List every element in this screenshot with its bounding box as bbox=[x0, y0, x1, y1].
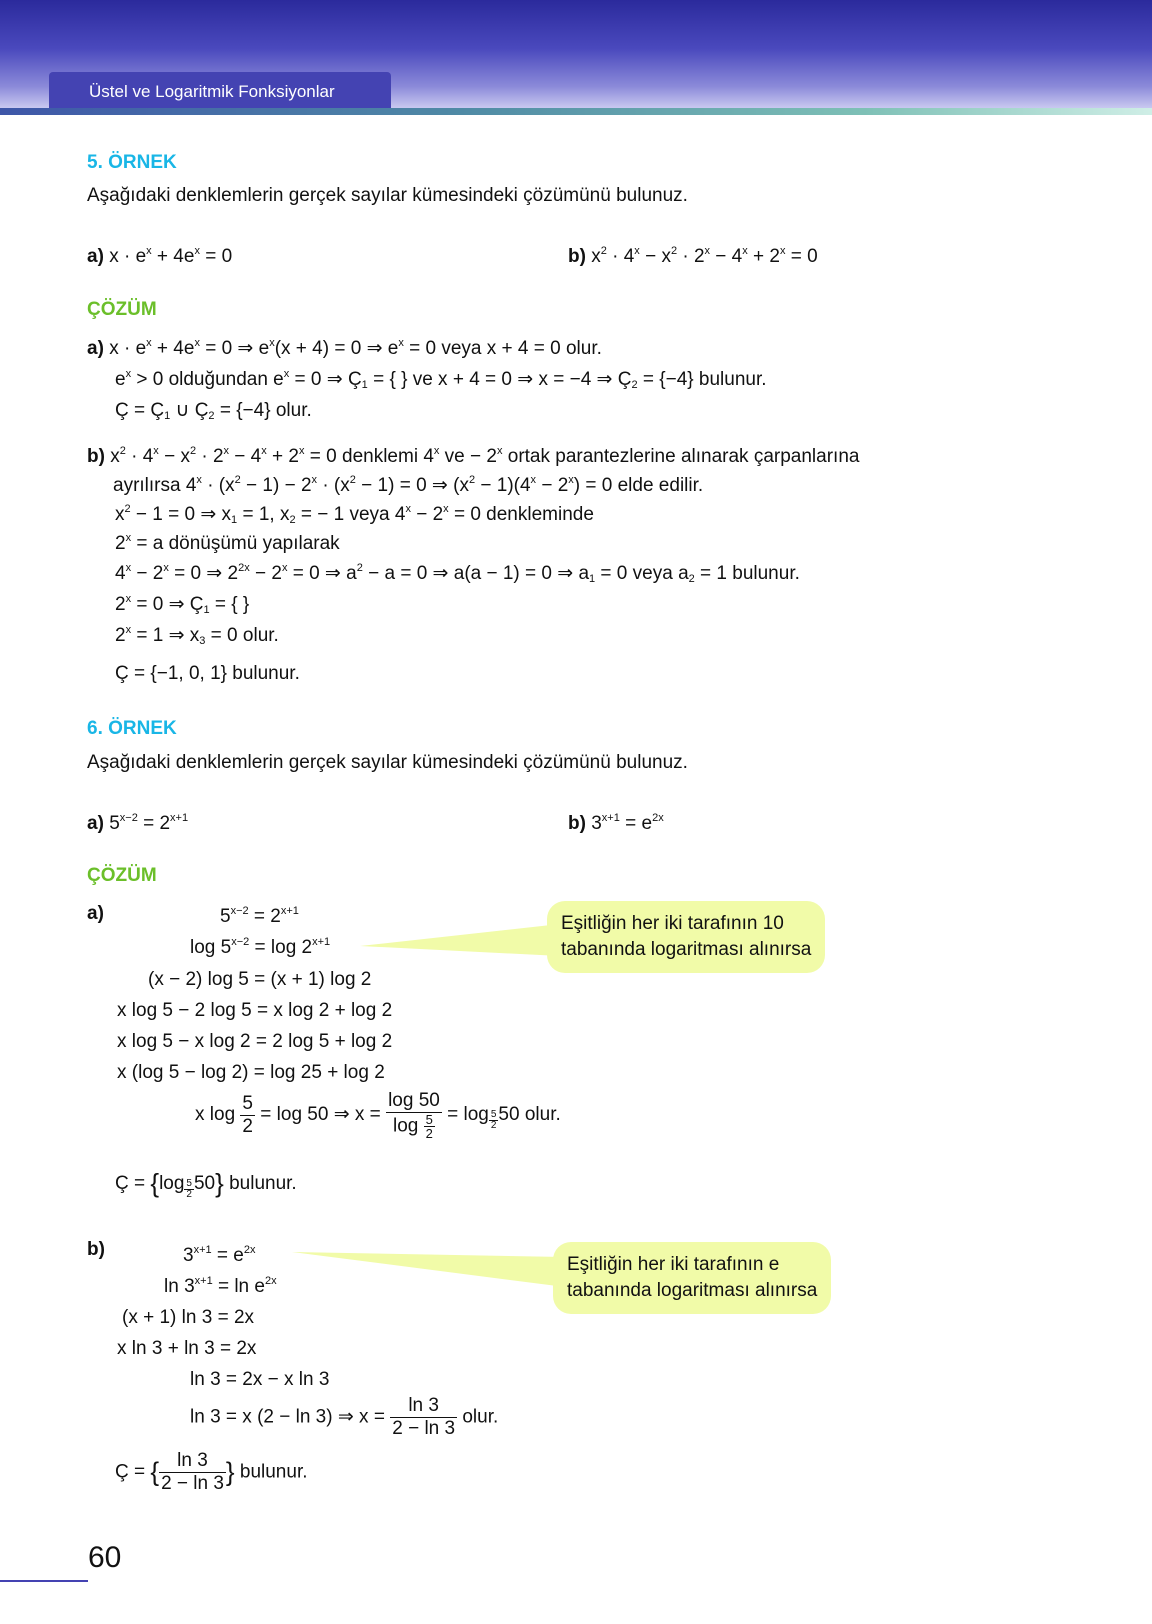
solution-6-a-line-2: $\log 5^{x-2} = \log 2^{x+1}$ bbox=[190, 936, 331, 958]
chapter-title: Üstel ve Logaritmik Fonksiyonlar bbox=[49, 72, 391, 110]
solution-5-b-line-4: 2$^x$ = a dönüşümü yapılarak bbox=[115, 532, 340, 554]
solution-6-title: ÇÖZÜM bbox=[87, 865, 157, 886]
callout-b-line-2: tabanında logaritması alınırsa bbox=[567, 1280, 818, 1301]
callout-b-pointer bbox=[292, 1252, 565, 1287]
callout-a-line-1: Eşitliğin her iki tarafının 10 bbox=[561, 913, 784, 934]
solution-6-a-line-7: x log $\frac{5}{2}$ = log 50 ⇒ x = log 50 log $\frac{5}{2}$ = log $\frac{5}{2}$ 50 olur. bbox=[195, 1090, 561, 1141]
example-6-title: 6. ÖRNEK bbox=[87, 718, 177, 739]
solution-5-a-line-3: Ç = $Ç_1$ ∪ $Ç_2 = \{-4\}$ olur. bbox=[115, 400, 312, 422]
part-label: b) bbox=[568, 246, 586, 267]
solution-6-a-line-4: x log 5 − 2 log 5 = x log 2 + log 2 bbox=[117, 1000, 393, 1021]
equation: $x \cdot e^x + 4e^x = 0$ bbox=[109, 245, 233, 267]
fraction: log 50 log $\frac{5}{2}$ bbox=[388, 1090, 440, 1141]
example-5-title: 5. ÖRNEK bbox=[87, 152, 177, 173]
callout-b-line-1: Eşitliğin her iki tarafının e bbox=[567, 1254, 780, 1275]
solution-5-title: ÇÖZÜM bbox=[87, 299, 157, 320]
solution-6-a-line-5: x log 5 − x log 2 = 2 log 5 + log 2 bbox=[117, 1031, 393, 1052]
part-label: a) bbox=[87, 813, 104, 834]
part-label: a) bbox=[87, 338, 104, 359]
solution-6-b-result: Ç = { $\frac{\ln 3}{2 - \ln 3}$ } bulunur. bbox=[115, 1450, 308, 1494]
page-number-rule bbox=[0, 1580, 88, 1582]
solution-6-b-line-1: $3^{x+1} = e^{2x}$ bbox=[183, 1244, 256, 1266]
solution-6-b-line-6: ln 3 = x (2 − ln 3) ⇒ x = $\frac{\ln 3}{2 - \ln 3}$ olur. bbox=[190, 1395, 499, 1439]
solution-5-b-line-5: $4^x - 2^x = 0$ ⇒ $2^{2x} - 2^x = 0$ ⇒ $a^2 - a = 0$ ⇒ a(a − 1) = 0 ⇒ $a_1 = 0$ veya $a_2 = 1$ bulunur. bbox=[115, 562, 800, 585]
fraction: $\frac{\ln 3}{2 - \ln 3}$ bbox=[392, 1395, 456, 1439]
callout-a-pointer bbox=[360, 924, 560, 956]
example-6-part-b: b) $3^{x+1} = e^{2x}$ bbox=[568, 812, 664, 834]
example-6-part-a: a) $5^{x-2} = 2^{x+1}$ bbox=[87, 812, 189, 834]
fraction: $\frac{\ln 3}{2 - \ln 3}$ bbox=[161, 1450, 224, 1494]
part-label: b) bbox=[87, 446, 105, 467]
solution-5-b-line-2: ayrılırsa $4^x \cdot (x^2 - 1) - 2^x \cdot (x^2 - 1) = 0$ ⇒ $(x^2 - 1)(4^x - 2^x) = 0$ elde edilir. bbox=[113, 474, 704, 496]
callout-a bbox=[547, 901, 825, 973]
solution-5-a-line-1: a) $x \cdot e^x + 4e^x = 0$ ⇒ $e^x(x + 4) = 0$ ⇒ $e^x = 0$ veya x + 4 = 0 olur. bbox=[87, 337, 602, 359]
solution-6-b-label: b) bbox=[87, 1239, 105, 1260]
page-number: 60 bbox=[88, 1541, 122, 1574]
solution-6-a-line-6: x (log 5 − log 2) = log 25 + log 2 bbox=[117, 1062, 385, 1083]
solution-6-a-line-1: $5^{x-2} = 2^{x+1}$ bbox=[220, 905, 299, 927]
solution-6-a-label: a) bbox=[87, 903, 104, 924]
solution-5-b-line-1: b) $x^2 \cdot 4^x - x^2 \cdot 2^x - 4^x + 2^x = 0$ denklemi 4$^x$ ve − $2^x$ ortak parantezlerine alınarak çarpanlarına bbox=[87, 445, 860, 467]
part-label: a) bbox=[87, 246, 104, 267]
solution-5-b-line-3: $x^2 - 1 = 0$ ⇒ $x_1 = 1$, $x_2$ = − 1 veya $4^x - 2^x = 0$ denkleminde bbox=[115, 503, 594, 526]
solution-5-a-line-2: $e^x > 0$ olduğundan $e^x = 0$ ⇒ $Ç_1$ = { } ve x + 4 = 0 ⇒ x = −4 ⇒ $Ç_2 = \{-4\}$ bulunur. bbox=[115, 368, 767, 391]
solution-6-b-line-5: ln 3 = 2x − x ln 3 bbox=[190, 1369, 330, 1390]
solution-5-b-result: Ç = {−1, 0, 1} bulunur. bbox=[115, 663, 300, 684]
example-5-instruction: Aşağıdaki denklemlerin gerçek sayılar kümesindeki çözümünü bulunuz. bbox=[87, 185, 688, 206]
fraction: $\frac{5}{2}$ bbox=[242, 1092, 253, 1137]
example-6-instruction: Aşağıdaki denklemlerin gerçek sayılar kümesindeki çözümünü bulunuz. bbox=[87, 752, 688, 773]
equation: $x^2 \cdot 4^x - x^2 \cdot 2^x - 4^x + 2^x = 0$ bbox=[591, 245, 818, 267]
solution-6-b-line-3: (x + 1) ln 3 = 2x bbox=[122, 1307, 255, 1328]
solution-6-b-line-2: $\ln 3^{x+1} = \ln e^{2x}$ bbox=[164, 1275, 277, 1297]
callout-a-line-2: tabanında logaritması alınırsa bbox=[561, 939, 812, 960]
solution-5-b-line-7: $2^x = 1$ ⇒ $x_3 = 0$ olur. bbox=[115, 624, 279, 647]
solution-6-a-line-3: (x − 2) log 5 = (x + 1) log 2 bbox=[148, 969, 372, 990]
part-label: b) bbox=[568, 813, 586, 834]
solution-6-a-result: Ç = {log $\frac{5}{2}$ 50} bulunur. bbox=[115, 1168, 297, 1200]
callout-b bbox=[553, 1242, 831, 1314]
solution-5-b-line-6: $2^x = 0$ ⇒ $Ç_1$ = { } bbox=[115, 593, 250, 616]
solution-6-b-line-4: x ln 3 + ln 3 = 2x bbox=[117, 1338, 257, 1359]
